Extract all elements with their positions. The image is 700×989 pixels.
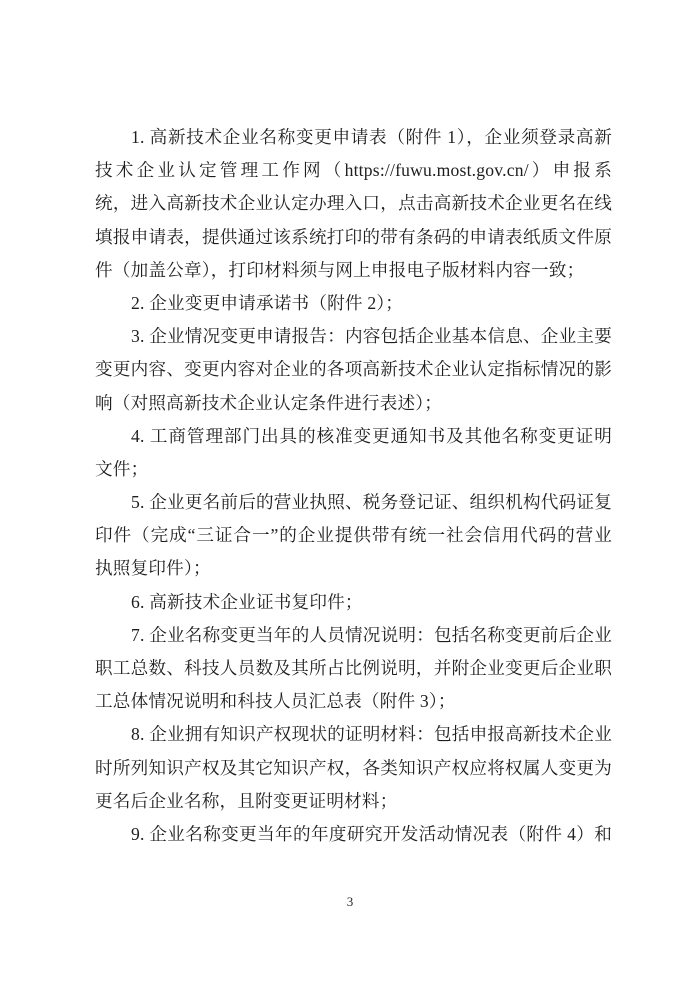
text-line: 职工总数、科技人员数及其所占比例说明，并附企业变更后企业职 <box>95 658 612 678</box>
text-line: 执照复印件）； <box>95 558 211 579</box>
text-line: 文件； <box>95 458 149 479</box>
text-line: 6. 高新技术企业证书复印件； <box>131 591 363 612</box>
text-line: 8. 企业拥有知识产权现状的证明材料：包括申报高新技术企业 <box>131 724 612 745</box>
text-line: 9. 企业名称变更当年的年度研究开发活动情况表（附件 4）和 <box>131 823 612 844</box>
text-line: 1. 高新技术企业名称变更申请表（附件 1），企业须登录高新 <box>131 127 612 147</box>
text-line: 印件（完成“三证合一”的企业提供带有统一社会信用代码的营业 <box>95 525 612 546</box>
document-body <box>95 121 612 851</box>
text-line: 工总体情况说明和科技人员汇总表（附件 3）； <box>95 691 456 712</box>
text-line: 7. 企业名称变更当年的人员情况说明：包括名称变更前后企业 <box>131 624 612 645</box>
text-line: 更名后企业名称，且附变更证明材料； <box>95 790 398 811</box>
text-line: 变更内容、变更内容对企业的各项高新技术企业认定指标情况的影 <box>95 359 612 380</box>
text-line: 技术企业认定管理工作网（https://fuwu.most.gov.cn/）申报系 <box>95 160 612 181</box>
text-line: 4. 工商管理部门出具的核准变更通知书及其他名称变更证明 <box>131 425 612 446</box>
text-line: 响（对照高新技术企业认定条件进行表述）； <box>95 392 443 413</box>
text-line: 统，进入高新技术企业认定办理入口，点击高新技术企业更名在线 <box>95 193 612 214</box>
text-line: 2. 企业变更申请承诺书（附件 2）； <box>131 292 404 313</box>
text-line: 5. 企业更名前后的营业执照、税务登记证、组织机构代码证复 <box>131 492 612 513</box>
text-line: 3. 企业情况变更申请报告：内容包括企业基本信息、企业主要 <box>131 326 612 347</box>
page-number: 3 <box>346 894 354 909</box>
text-line: 填报申请表，提供通过该系统打印的带有条码的申请表纸质文件原 <box>95 226 612 247</box>
text-line: 时所列知识产权及其它知识产权，各类知识产权应将权属人变更为 <box>95 757 612 778</box>
text-line: 件（加盖公章），打印材料须与网上申报电子版材料内容一致； <box>95 259 585 280</box>
